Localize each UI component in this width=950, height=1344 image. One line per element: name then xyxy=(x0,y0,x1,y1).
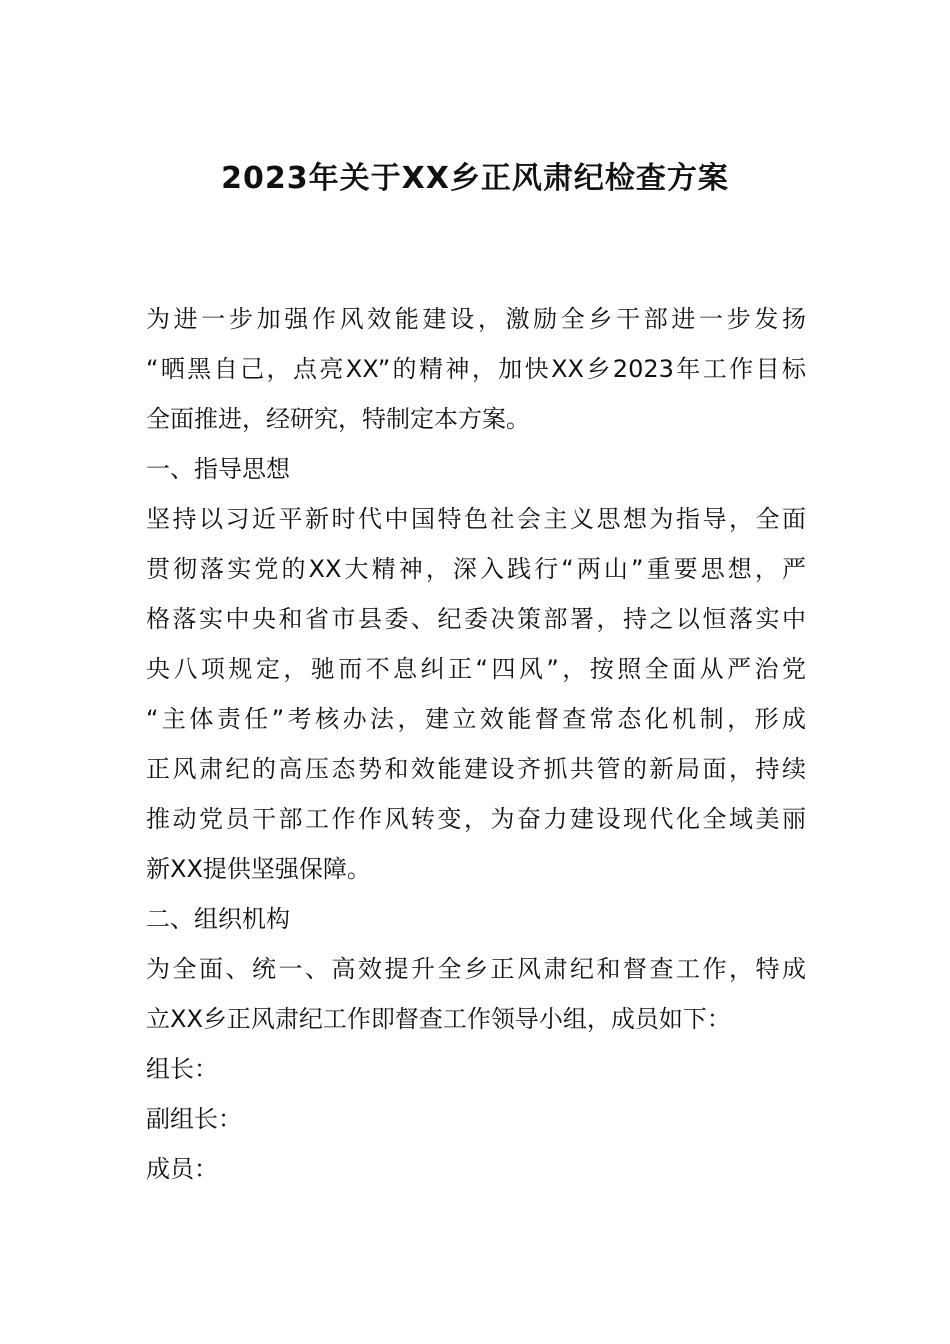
paragraph-line: 格落实中央和省市县委、纪委决策部署，持之以恒落实中 xyxy=(146,605,806,633)
paragraph-line: 立XX乡正风肃纪工作即督查工作领导小组，成员如下： xyxy=(146,1005,731,1033)
paragraph-line: 新XX提供坚强保障。 xyxy=(146,855,371,883)
deputy-leader-label: 副组长： xyxy=(146,1105,242,1133)
document-title: 2023年关于XX乡正风肃纪检查方案 xyxy=(221,161,729,196)
paragraph-line: “主体责任”考核办法，建立效能督查常态化机制，形成 xyxy=(146,705,806,733)
paragraph-line: 坚持以习近平新时代中国特色社会主义思想为指导，全面 xyxy=(146,505,806,533)
paragraph-line: “晒黑自己，点亮XX”的精神，加快XX乡2023年工作目标 xyxy=(146,355,806,383)
paragraph-line: 为全面、统一、高效提升全乡正风肃纪和督查工作，特成 xyxy=(146,955,806,983)
document-body xyxy=(146,294,806,1194)
group-leader-label: 组长： xyxy=(146,1055,218,1083)
paragraph-line: 央八项规定，驰而不息纠正“四风”，按照全面从严治党 xyxy=(146,655,806,683)
section-heading: 二、组织机构 xyxy=(146,905,290,933)
paragraph-line: 全面推进，经研究，特制定本方案。 xyxy=(146,405,530,433)
section-heading: 一、指导思想 xyxy=(146,455,290,483)
paragraph-line: 为进一步加强作风效能建设，激励全乡干部进一步发扬 xyxy=(146,305,806,333)
paragraph-line: 推动党员干部工作作风转变，为奋力建设现代化全域美丽 xyxy=(146,805,806,833)
paragraph-line: 贯彻落实党的XX大精神，深入践行“两山”重要思想，严 xyxy=(146,555,806,583)
members-label: 成员： xyxy=(146,1155,218,1183)
paragraph-line: 正风肃纪的高压态势和效能建设齐抓共管的新局面，持续 xyxy=(146,755,806,783)
